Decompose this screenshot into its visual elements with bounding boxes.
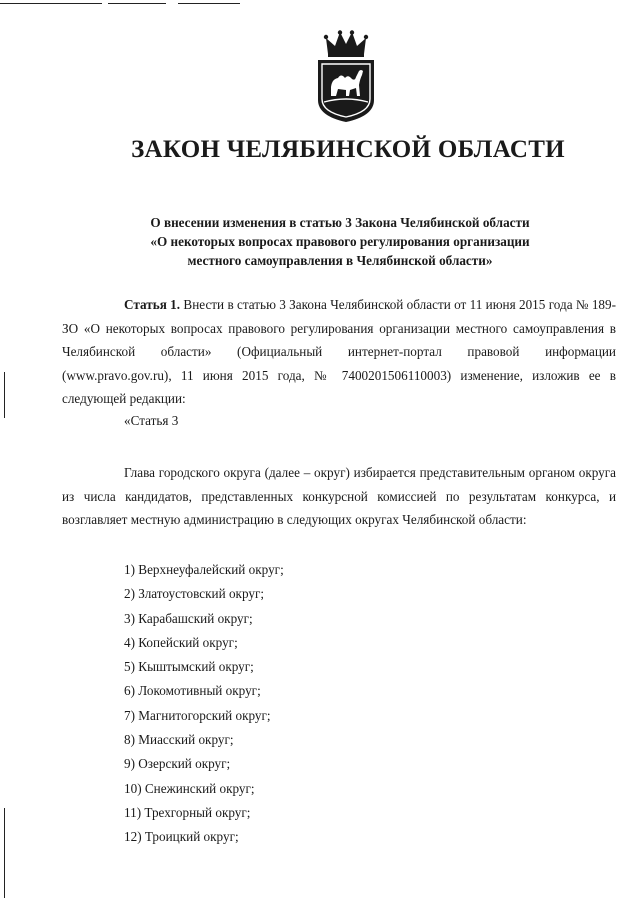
law-subtitle [80,213,600,270]
subtitle-line: местного самоуправления в Челябинской области» [187,253,493,268]
list-item: 11) Трехгорный округ; [124,804,251,820]
list-item: 12) Троицкий округ; [124,829,239,845]
subtitle-line: «О некоторых вопросах правового регулирования организации [150,234,530,249]
quoted-article-heading: «Статья 3 [124,413,179,428]
list-item: 5) Кыштымский округ; [124,659,254,675]
list-item: 4) Копейский округ; [124,634,238,650]
list-item: 3) Карабашский округ; [124,610,253,626]
list-item: 2) Златоустовский округ; [124,586,265,602]
article-1-paragraph [62,293,616,411]
quoted-article-intro: Глава городского округа (далее – округ) избирается представительным органом округа из числа кандидатов, представленных конкурсной комиссией по результатам конкурса, и возглавляет местную администрацию в следующих округах Челябинской области: [62,465,616,527]
article-1-text: Внести в статью 3 Закона Челябинской области от 11 июня 2015 года № 189-ЗО «О некоторых вопросах правового регулирования организации местного самоуправления в Челябинской области» (Официальный интернет-портал правовой информации (www.pravo.gov.ru), 11 июня 2015 года, № 7400201506110003) изменение, изложив ее в следующей редакции: [62,297,617,406]
article-1-heading: Статья 1. [124,297,181,312]
law-title: ЗАКОН ЧЕЛЯБИНСКОЙ ОБЛАСТИ [131,136,565,163]
list-item: 10) Снежинский округ; [124,780,255,796]
list-item: 9) Озерский округ; [124,756,231,772]
coat-of-arms-icon [314,30,378,124]
list-item: 6) Локомотивный округ; [124,683,261,699]
subtitle-line: О внесении изменения в статью 3 Закона Челябинской области [150,215,530,230]
scan-artifact-margin-mark [4,808,5,898]
list-item: 8) Миасский округ; [124,732,234,748]
list-item: 1) Верхнеуфалейский округ; [124,562,284,577]
scan-artifact-margin-mark [4,372,5,418]
scan-artifact-top-line [108,3,166,4]
list-item: 7) Магнитогорский округ; [124,707,271,723]
scan-artifact-top-line [0,3,102,4]
scan-artifact-top-line [178,3,240,4]
district-list [124,558,284,850]
